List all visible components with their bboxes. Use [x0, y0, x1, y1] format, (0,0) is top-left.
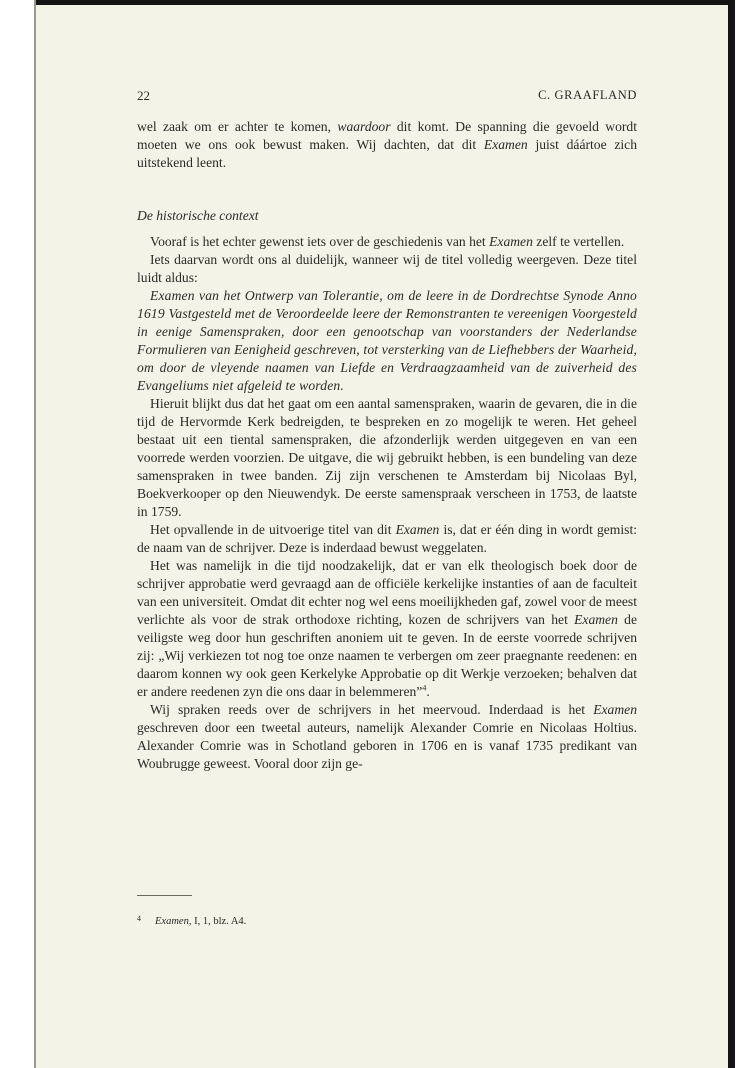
title-quotation: Examen van het Ontwerp van Tolerantie, om de leere in de Dordrechtse Synode Anno 1619 Vastgesteld met de Veroordeelde leere der Remonstranten te vereenigen Voorgesteld in eenige Samenspraken, door een genootschap van voorstanders der Nederlandse Formulieren van Eenigheid geschreven, tot versterking van de Liefhebbers der Waarheid, om door de vleyende naamen van Liefde en Verdraagzaamheid van de zuiverheid des Evangeliums niet afgeleid te worden.	[137, 288, 637, 393]
italic-term: Examen	[395, 522, 440, 537]
footnote-number: 4	[137, 914, 141, 923]
text-run: wel zaak om er achter te komen,	[137, 119, 338, 134]
intro-paragraph	[137, 118, 637, 172]
italic-term: Examen	[489, 234, 533, 249]
running-head: C. GRAAFLAND	[538, 88, 637, 102]
scan-border-right	[728, 0, 735, 1068]
paragraph	[137, 233, 637, 251]
italic-term: Examen	[574, 612, 618, 627]
paragraph	[137, 557, 637, 701]
paragraph: Iets daarvan wordt ons al duidelijk, wanneer wij de titel volledig weergeven. Deze titel luidt aldus:	[137, 252, 637, 285]
text-run: Wij spraken reeds over de schrijvers in het meervoud. Inderdaad is het	[150, 702, 594, 717]
footnote-ref[interactable]: 4	[422, 683, 427, 693]
page-number: 22	[137, 88, 150, 103]
footnote-rule	[137, 895, 192, 896]
paragraph	[137, 521, 637, 557]
text-run: Het opvallende in de uitvoerige titel van dit	[150, 522, 396, 537]
paragraph: Hieruit blijkt dus dat het gaat om een aantal samenspraken, waarin de gevaren, die in die tijd de Hervormde Kerk bedreigden, te bespreken en zo mogelijk te weren. Het geheel bestaat uit een tiental samenspraken, die afzonderlijk werden uitgegeven en van een voorrede werden voorzien. De uitgave, die wij gebruikt hebben, is een bundeling van deze samenspraken in twee banden. Zij zijn verschenen te Amsterdam bij Nicolaas Byl, Boekverkooper op den Nieuwendyk. De eerste samenspraak verscheen in 1753, de laatste in 1759.	[137, 396, 637, 519]
footnote-source: Examen,	[155, 916, 192, 927]
text-run: zelf te vertellen.	[532, 234, 625, 249]
section-heading: De historische context	[137, 208, 259, 223]
text-run: is, dat er één ding in wordt gemist: de naam van de schrijver. Deze is inderdaad bewust weggelaten.	[137, 522, 637, 555]
text-run: .	[426, 684, 430, 699]
footnote-text: I, 1, blz. A4.	[191, 916, 247, 927]
text-run: geschreven door een tweetal auteurs, namelijk Alexander Comrie en Nicolaas Holtius. Alexander Comrie was in Schotland geboren in 1706 en is vanaf 1735 predikant van Woubrugge geweest. Vooral door zijn ge-	[137, 720, 637, 771]
italic-term: Examen	[593, 702, 637, 717]
text-run: de veiligste weg door hun geschriften anoniem uit te geven. In de eerste voorrede schrijven zij: „Wij verkiezen tot nog toe onze naamen te verbergen om zeer praegnante reedenen: en daarom konnen wy ook geen Kerkelyke Approbatie op dit Werkje verzoeken; behalven dat er andere reedenen zyn die ons daar in belemmeren”	[137, 612, 637, 699]
text-run: dit komt. De spanning die gevoeld wordt moeten we ons ook bewust maken. Wij dachten, dat dit	[137, 119, 637, 152]
italic-term: Examen	[483, 137, 528, 152]
text-run: juist dáártoe zich uitstekend leent.	[137, 137, 637, 170]
footnote	[137, 914, 246, 927]
body-text	[137, 233, 637, 773]
text-run: Vooraf is het echter gewenst iets over de geschiedenis van het	[150, 234, 490, 249]
paragraph	[137, 701, 637, 773]
italic-term: waardoor	[337, 119, 391, 134]
text-run: Het was namelijk in die tijd noodzakelijk, dat er van elk theologisch boek door de schrijver approbatie werd gevraagd aan de officiële kerkelijke instanties of aan de faculteit van een universiteit. Omdat dit echter nog wel eens moeilijkheden gaf, zowel voor de meest verlichte als voor de strak orthodoxe richting, kozen de schrijvers van het	[137, 558, 637, 627]
